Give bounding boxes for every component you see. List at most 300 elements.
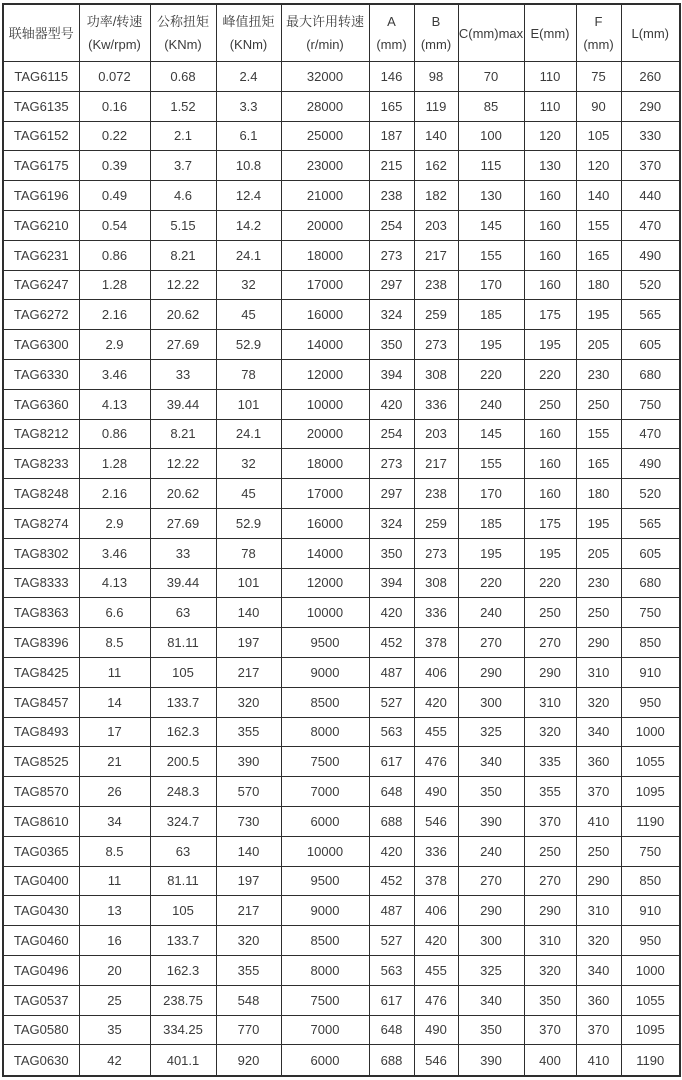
value-cell: 175 [524, 300, 576, 330]
table-row [3, 330, 680, 360]
value-cell: 162.3 [150, 717, 216, 747]
table-row [3, 657, 680, 687]
model-cell: TAG6152 [3, 121, 79, 151]
value-cell: 110 [524, 91, 576, 121]
col-header-1-line-1: (Kw/rpm) [88, 37, 141, 52]
value-cell: 390 [458, 1045, 524, 1076]
value-cell: 260 [621, 62, 680, 92]
col-header-1 [79, 4, 150, 62]
value-cell: 28000 [281, 91, 369, 121]
col-header-2-line-1: (KNm) [164, 37, 202, 52]
value-cell: 250 [576, 598, 621, 628]
value-cell: 220 [458, 568, 524, 598]
value-cell: 100 [458, 121, 524, 151]
value-cell: 170 [458, 479, 524, 509]
table-row [3, 896, 680, 926]
value-cell: 1055 [621, 985, 680, 1015]
value-cell: 180 [576, 270, 621, 300]
model-cell: TAG0537 [3, 985, 79, 1015]
value-cell: 490 [414, 777, 458, 807]
table-row [3, 389, 680, 419]
value-cell: 2.16 [79, 479, 150, 509]
value-cell: 8500 [281, 687, 369, 717]
value-cell: 680 [621, 359, 680, 389]
value-cell: 133.7 [150, 687, 216, 717]
value-cell: 605 [621, 330, 680, 360]
value-cell: 270 [458, 866, 524, 896]
value-cell: 0.86 [79, 240, 150, 270]
value-cell: 145 [458, 419, 524, 449]
table-row [3, 121, 680, 151]
table-row [3, 836, 680, 866]
value-cell: 335 [524, 747, 576, 777]
table-row [3, 1045, 680, 1076]
value-cell: 160 [524, 479, 576, 509]
value-cell: 390 [216, 747, 281, 777]
table-row [3, 866, 680, 896]
value-cell: 20 [79, 955, 150, 985]
value-cell: 370 [576, 777, 621, 807]
value-cell: 406 [414, 657, 458, 687]
value-cell: 452 [369, 866, 414, 896]
model-cell: TAG6135 [3, 91, 79, 121]
value-cell: 195 [458, 538, 524, 568]
value-cell: 290 [458, 657, 524, 687]
value-cell: 195 [524, 330, 576, 360]
table-row [3, 777, 680, 807]
table-header [3, 4, 680, 62]
value-cell: 165 [369, 91, 414, 121]
col-header-2 [150, 4, 216, 62]
value-cell: 390 [458, 806, 524, 836]
value-cell: 155 [458, 449, 524, 479]
value-cell: 217 [414, 240, 458, 270]
value-cell: 101 [216, 389, 281, 419]
value-cell: 1095 [621, 1015, 680, 1045]
model-cell: TAG8525 [3, 747, 79, 777]
value-cell: 910 [621, 896, 680, 926]
value-cell: 617 [369, 985, 414, 1015]
value-cell: 105 [150, 896, 216, 926]
value-cell: 230 [576, 568, 621, 598]
value-cell: 394 [369, 568, 414, 598]
value-cell: 730 [216, 806, 281, 836]
value-cell: 520 [621, 270, 680, 300]
value-cell: 195 [458, 330, 524, 360]
value-cell: 401.1 [150, 1045, 216, 1076]
model-cell: TAG8457 [3, 687, 79, 717]
value-cell: 350 [369, 330, 414, 360]
col-header-3-line-1: (KNm) [229, 37, 268, 52]
col-header-8 [524, 4, 576, 62]
value-cell: 410 [576, 806, 621, 836]
model-cell: TAG8493 [3, 717, 79, 747]
value-cell: 420 [414, 926, 458, 956]
value-cell: 370 [621, 151, 680, 181]
value-cell: 220 [524, 359, 576, 389]
value-cell: 1000 [621, 717, 680, 747]
value-cell: 3.46 [79, 359, 150, 389]
value-cell: 336 [414, 836, 458, 866]
value-cell: 11 [79, 866, 150, 896]
value-cell: 110 [524, 62, 576, 92]
table-row [3, 955, 680, 985]
value-cell: 310 [524, 687, 576, 717]
model-cell: TAG0580 [3, 1015, 79, 1045]
value-cell: 920 [216, 1045, 281, 1076]
col-header-3 [216, 4, 281, 62]
col-header-2-line-0: 公称扭矩 [156, 14, 209, 29]
value-cell: 290 [576, 866, 621, 896]
model-cell: TAG6231 [3, 240, 79, 270]
table-row [3, 449, 680, 479]
value-cell: 297 [369, 479, 414, 509]
value-cell: 195 [576, 300, 621, 330]
value-cell: 238 [414, 479, 458, 509]
value-cell: 1190 [621, 806, 680, 836]
table-row [3, 926, 680, 956]
value-cell: 140 [576, 181, 621, 211]
col-header-9 [576, 4, 621, 62]
value-cell: 0.22 [79, 121, 150, 151]
value-cell: 52.9 [216, 330, 281, 360]
value-cell: 476 [414, 747, 458, 777]
value-cell: 52.9 [216, 508, 281, 538]
value-cell: 290 [524, 896, 576, 926]
value-cell: 63 [150, 836, 216, 866]
value-cell: 7500 [281, 985, 369, 1015]
model-cell: TAG0460 [3, 926, 79, 956]
col-header-3-line-0: 峰值扭矩 [222, 14, 275, 29]
model-cell: TAG8570 [3, 777, 79, 807]
value-cell: 336 [414, 598, 458, 628]
value-cell: 4.6 [150, 181, 216, 211]
col-header-4-line-0: 最大许用转速 [285, 14, 364, 29]
value-cell: 101 [216, 568, 281, 598]
value-cell: 0.49 [79, 181, 150, 211]
value-cell: 14.2 [216, 210, 281, 240]
value-cell: 250 [524, 598, 576, 628]
value-cell: 18000 [281, 240, 369, 270]
value-cell: 0.86 [79, 419, 150, 449]
value-cell: 563 [369, 955, 414, 985]
value-cell: 300 [458, 687, 524, 717]
value-cell: 105 [576, 121, 621, 151]
model-cell: TAG8425 [3, 657, 79, 687]
value-cell: 1055 [621, 747, 680, 777]
value-cell: 370 [524, 806, 576, 836]
value-cell: 290 [576, 628, 621, 658]
value-cell: 120 [576, 151, 621, 181]
value-cell: 17000 [281, 270, 369, 300]
value-cell: 162.3 [150, 955, 216, 985]
col-header-9-line-0: F [594, 14, 603, 29]
model-cell: TAG8333 [3, 568, 79, 598]
col-header-5 [369, 4, 414, 62]
model-cell: TAG0630 [3, 1045, 79, 1076]
value-cell: 155 [576, 210, 621, 240]
value-cell: 9500 [281, 866, 369, 896]
model-cell: TAG8274 [3, 508, 79, 538]
value-cell: 8.5 [79, 836, 150, 866]
coupling-spec-table [2, 3, 681, 1077]
value-cell: 18000 [281, 449, 369, 479]
value-cell: 16000 [281, 300, 369, 330]
value-cell: 34 [79, 806, 150, 836]
value-cell: 330 [621, 121, 680, 151]
value-cell: 10000 [281, 598, 369, 628]
table-row [3, 628, 680, 658]
value-cell: 0.072 [79, 62, 150, 92]
col-header-6-line-0: B [431, 14, 441, 29]
col-header-6-line-1: (mm) [420, 37, 452, 52]
value-cell: 185 [458, 300, 524, 330]
value-cell: 2.4 [216, 62, 281, 92]
value-cell: 300 [458, 926, 524, 956]
model-cell: TAG6272 [3, 300, 79, 330]
value-cell: 12.4 [216, 181, 281, 211]
col-header-10 [621, 4, 680, 62]
model-cell: TAG6210 [3, 210, 79, 240]
value-cell: 5.15 [150, 210, 216, 240]
value-cell: 119 [414, 91, 458, 121]
value-cell: 238 [414, 270, 458, 300]
value-cell: 205 [576, 330, 621, 360]
value-cell: 527 [369, 687, 414, 717]
model-cell: TAG8248 [3, 479, 79, 509]
value-cell: 182 [414, 181, 458, 211]
value-cell: 452 [369, 628, 414, 658]
value-cell: 8.21 [150, 240, 216, 270]
value-cell: 2.9 [79, 330, 150, 360]
value-cell: 195 [524, 538, 576, 568]
value-cell: 490 [414, 1015, 458, 1045]
table-row [3, 717, 680, 747]
value-cell: 81.11 [150, 628, 216, 658]
value-cell: 130 [524, 151, 576, 181]
value-cell: 240 [458, 389, 524, 419]
value-cell: 165 [576, 449, 621, 479]
value-cell: 324 [369, 508, 414, 538]
value-cell: 336 [414, 389, 458, 419]
value-cell: 2.9 [79, 508, 150, 538]
value-cell: 70 [458, 62, 524, 92]
col-header-4-line-1: (r/min) [306, 37, 344, 52]
value-cell: 340 [576, 955, 621, 985]
value-cell: 648 [369, 1015, 414, 1045]
value-cell: 197 [216, 628, 281, 658]
value-cell: 910 [621, 657, 680, 687]
value-cell: 770 [216, 1015, 281, 1045]
value-cell: 355 [216, 955, 281, 985]
value-cell: 203 [414, 419, 458, 449]
value-cell: 162 [414, 151, 458, 181]
value-cell: 155 [458, 240, 524, 270]
model-cell: TAG0400 [3, 866, 79, 896]
value-cell: 950 [621, 687, 680, 717]
value-cell: 155 [576, 419, 621, 449]
value-cell: 320 [576, 687, 621, 717]
table-row [3, 359, 680, 389]
value-cell: 750 [621, 389, 680, 419]
value-cell: 140 [216, 836, 281, 866]
value-cell: 23000 [281, 151, 369, 181]
value-cell: 14000 [281, 330, 369, 360]
value-cell: 6000 [281, 1045, 369, 1076]
value-cell: 240 [458, 598, 524, 628]
value-cell: 45 [216, 479, 281, 509]
model-cell: TAG8396 [3, 628, 79, 658]
value-cell: 410 [576, 1045, 621, 1076]
value-cell: 17 [79, 717, 150, 747]
value-cell: 9500 [281, 628, 369, 658]
col-header-0-line-0: 联轴器型号 [8, 25, 74, 41]
value-cell: 334.25 [150, 1015, 216, 1045]
value-cell: 370 [576, 1015, 621, 1045]
table-row [3, 1015, 680, 1045]
value-cell: 310 [576, 896, 621, 926]
value-cell: 1000 [621, 955, 680, 985]
value-cell: 360 [576, 985, 621, 1015]
value-cell: 310 [576, 657, 621, 687]
value-cell: 185 [458, 508, 524, 538]
value-cell: 195 [576, 508, 621, 538]
value-cell: 24.1 [216, 240, 281, 270]
value-cell: 527 [369, 926, 414, 956]
value-cell: 160 [524, 270, 576, 300]
value-cell: 16000 [281, 508, 369, 538]
value-cell: 320 [524, 717, 576, 747]
value-cell: 950 [621, 926, 680, 956]
value-cell: 470 [621, 419, 680, 449]
model-cell: TAG8212 [3, 419, 79, 449]
value-cell: 187 [369, 121, 414, 151]
value-cell: 270 [458, 628, 524, 658]
table-row [3, 985, 680, 1015]
value-cell: 8.21 [150, 419, 216, 449]
value-cell: 360 [576, 747, 621, 777]
table-row [3, 210, 680, 240]
value-cell: 476 [414, 985, 458, 1015]
value-cell: 355 [216, 717, 281, 747]
value-cell: 9000 [281, 657, 369, 687]
value-cell: 160 [524, 210, 576, 240]
value-cell: 115 [458, 151, 524, 181]
model-cell: TAG0365 [3, 836, 79, 866]
value-cell: 220 [458, 359, 524, 389]
value-cell: 355 [524, 777, 576, 807]
value-cell: 487 [369, 896, 414, 926]
value-cell: 27.69 [150, 508, 216, 538]
model-cell: TAG8610 [3, 806, 79, 836]
value-cell: 750 [621, 836, 680, 866]
value-cell: 205 [576, 538, 621, 568]
table-row [3, 568, 680, 598]
model-cell: TAG6300 [3, 330, 79, 360]
value-cell: 350 [458, 777, 524, 807]
value-cell: 0.68 [150, 62, 216, 92]
value-cell: 33 [150, 359, 216, 389]
value-cell: 105 [150, 657, 216, 687]
value-cell: 290 [458, 896, 524, 926]
table-row [3, 270, 680, 300]
value-cell: 290 [524, 657, 576, 687]
model-cell: TAG6196 [3, 181, 79, 211]
value-cell: 617 [369, 747, 414, 777]
value-cell: 850 [621, 628, 680, 658]
value-cell: 197 [216, 866, 281, 896]
model-cell: TAG8363 [3, 598, 79, 628]
value-cell: 8.5 [79, 628, 150, 658]
value-cell: 170 [458, 270, 524, 300]
value-cell: 16 [79, 926, 150, 956]
value-cell: 160 [524, 449, 576, 479]
value-cell: 270 [524, 628, 576, 658]
value-cell: 10.8 [216, 151, 281, 181]
model-cell: TAG8302 [3, 538, 79, 568]
value-cell: 308 [414, 568, 458, 598]
value-cell: 14000 [281, 538, 369, 568]
value-cell: 7000 [281, 777, 369, 807]
value-cell: 320 [524, 955, 576, 985]
value-cell: 259 [414, 508, 458, 538]
value-cell: 203 [414, 210, 458, 240]
value-cell: 8000 [281, 955, 369, 985]
value-cell: 455 [414, 955, 458, 985]
value-cell: 39.44 [150, 389, 216, 419]
table-row [3, 419, 680, 449]
value-cell: 325 [458, 955, 524, 985]
table-body [3, 62, 680, 1077]
value-cell: 160 [524, 419, 576, 449]
value-cell: 490 [621, 240, 680, 270]
model-cell: TAG6115 [3, 62, 79, 92]
value-cell: 133.7 [150, 926, 216, 956]
value-cell: 39.44 [150, 568, 216, 598]
value-cell: 215 [369, 151, 414, 181]
col-header-1-line-0: 功率/转速 [86, 14, 143, 29]
value-cell: 24.1 [216, 419, 281, 449]
table-row [3, 508, 680, 538]
model-cell: TAG6247 [3, 270, 79, 300]
value-cell: 140 [216, 598, 281, 628]
value-cell: 25000 [281, 121, 369, 151]
value-cell: 3.46 [79, 538, 150, 568]
value-cell: 78 [216, 538, 281, 568]
value-cell: 248.3 [150, 777, 216, 807]
value-cell: 85 [458, 91, 524, 121]
model-cell: TAG8233 [3, 449, 79, 479]
col-header-7-line-0: C(mm)max [458, 25, 524, 41]
value-cell: 420 [369, 598, 414, 628]
value-cell: 400 [524, 1045, 576, 1076]
col-header-7 [458, 4, 524, 62]
value-cell: 3.3 [216, 91, 281, 121]
value-cell: 7000 [281, 1015, 369, 1045]
value-cell: 12.22 [150, 449, 216, 479]
value-cell: 63 [150, 598, 216, 628]
value-cell: 1190 [621, 1045, 680, 1076]
value-cell: 546 [414, 806, 458, 836]
col-header-9-line-1: (mm) [583, 37, 614, 52]
value-cell: 273 [369, 449, 414, 479]
value-cell: 350 [369, 538, 414, 568]
value-cell: 250 [524, 389, 576, 419]
value-cell: 12.22 [150, 270, 216, 300]
value-cell: 605 [621, 538, 680, 568]
value-cell: 378 [414, 628, 458, 658]
value-cell: 26 [79, 777, 150, 807]
